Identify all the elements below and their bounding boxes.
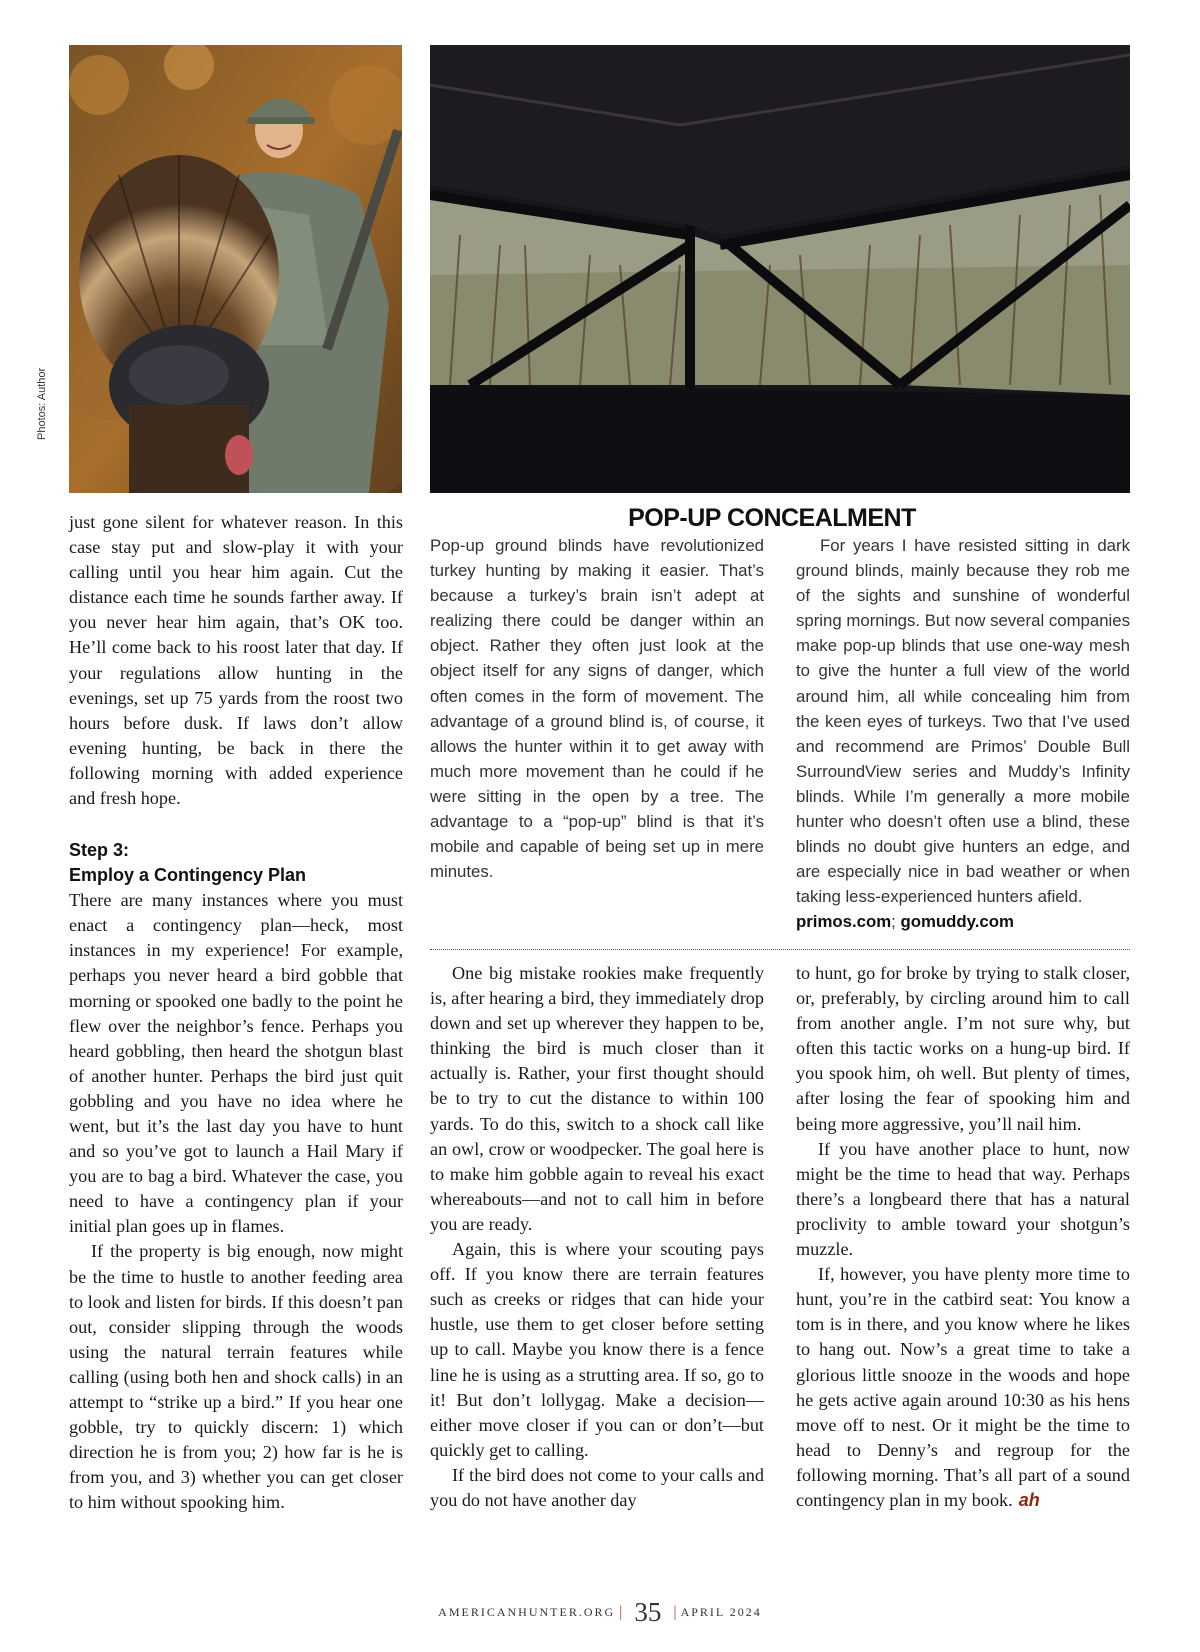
final-paragraph-text: If, however, you have plenty more time to hunt, you’re in the catbird seat: You know a tom is in there, and you know where he likes to hang out. Now’s a great time to take a glorious little snooze in the woods and hope he gets active again around 10:30 as his hens move off to nest. Or it might be the time to head to Denny’s and regroup for the following morning. That’s all part of a sound contingency plan in my book. <box>796 1264 1130 1510</box>
step-title: Employ a Contingency Plan <box>69 865 307 886</box>
page-footer <box>0 1597 1200 1628</box>
footer-separator: | <box>673 1603 677 1621</box>
ground-blind-illustration <box>430 45 1130 493</box>
article-column-1 <box>69 510 403 1515</box>
end-mark-logo: ah <box>1018 1489 1040 1510</box>
sidebar-column-1 <box>430 533 764 884</box>
sidebar-links <box>796 909 1130 934</box>
footer-separator: | <box>619 1603 623 1621</box>
article-paragraph: If the bird does not come to your calls and you do not have another day <box>430 1464 764 1510</box>
step-label: Step 3: <box>69 840 130 861</box>
article-paragraph: If the property is big enough, now might be the time to hustle to another feeding area to look and listen for birds. If this doesn’t pan out, consider slipping through the woods using the natural terrain features while calling (using both hen and shock calls) in an attempt to “strike up a bird.” If you hear one gobble, try to quickly discern: 1) which direction he is from you; 2) how far is he is from you, and 3) whether you can get closer to him without spooking him. <box>69 1241 403 1513</box>
article-column-2 <box>430 961 764 1513</box>
primos-link[interactable]: primos.com <box>796 912 892 932</box>
sidebar-paragraph: Pop-up ground blinds have revolutionized turkey hunting by making it easier. That’s because a turkey’s brain isn’t adept at realizing there could be danger within an object. Rather they often just look at the object itself for any signs of danger, which often comes in the form of movement. The advantage of a ground blind is, of course, it allows the hunter within it to get away with much more movement than he could if he were sitting in the open by a tree. The advantage to a “pop-up” blind is that it’s mobile and capable of being set up in mere minutes. <box>430 536 764 882</box>
article-paragraph: Again, this is where your scouting pays off. If you know there are terrain features such as creeks or ridges that can hide your hustle, use them to get closer before setting up to call. Maybe you know there is a fence line he is using as a strutting area. If so, go to it! But don’t lollygag. Make a decision—either move closer if you can or don’t—but quickly get to calling. <box>430 1239 764 1460</box>
article-paragraph: One big mistake rookies make frequently is, after hearing a bird, they immediately drop down and set up wherever they happen to be, thinking the bird is much closer than it actually is. Rather, your first thought should be to try to cut the distance to within 100 yards. To do this, switch to a shock call like an owl, crow or woodpecker. The goal here is to make him gobble again to reveal his exact whereabouts—and not to call him in before you are ready. <box>430 963 764 1234</box>
article-paragraph <box>796 1262 1130 1513</box>
sidebar-title: POP-UP CONCEALMENT <box>628 504 916 532</box>
link-separator: ; <box>891 912 901 932</box>
photo-credit: Photos: Author <box>36 367 48 440</box>
ground-blind-photo <box>430 45 1130 493</box>
sidebar-column-2 <box>796 533 1130 935</box>
hunter-turkey-photo <box>69 45 402 493</box>
gomuddy-link[interactable]: gomuddy.com <box>900 912 1014 932</box>
article-column-3 <box>796 961 1130 1513</box>
sidebar-divider <box>430 949 1130 950</box>
article-paragraph: There are many instances where you must enact a contingency plan—heck, most instances in my experience! For example, perhaps you never heard a bird gobble that morning or spooked one badly to the point he flew over the neighbor’s fence. Perhaps you heard gobbling, then heard the shotgun blast of another hunter. Perhaps the bird just quit gobbling and you have no idea where he went, but it’s the last day you have to hunt and so you’ve got to launch a Hail Mary if you are to bag a bird. Whatever the case, you need to have a contingency plan if your initial plan goes up in flames. <box>69 890 403 1237</box>
footer-date: APRIL 2024 <box>680 1605 762 1619</box>
article-paragraph: just gone silent for whatever reason. In this case stay put and slow-play it with your calling until you hear him again. Cut the distance each time he sounds farther away. If you never hear him again, that’s OK too. He’ll come back to his roost later that day. If your regulations allow hunting in the evenings, set up 75 yards from the roost two hours before dusk. If laws don’t allow evening hunting, be back in there the following morning with added experience and fresh hope. <box>69 512 403 809</box>
article-paragraph: If you have another place to hunt, now might be the time to head that way. Perhaps there’s a longbeard there that has a natural proclivity to amble toward your shotgun’s muzzle. <box>796 1138 1130 1260</box>
page-number: 35 <box>634 1597 662 1627</box>
article-paragraph: to hunt, go for broke by trying to stalk closer, or, preferably, by circling around him to call from another angle. I’m not sure why, but often this tactic works on a hung-up bird. If you spook him, oh well. But plenty of times, after losing the fear of spooking him and being more aggressive, you’ll nail him. <box>796 963 1130 1134</box>
sidebar-paragraph: For years I have resisted sitting in dark ground blinds, mainly because they rob me of the sights and sunshine of wonderful spring mornings. But now several companies make pop-up blinds that use one-way mesh to give the hunter a full view of the world around him, all while concealing him from the keen eyes of turkeys. Two that I’ve used and recommend are Primos’ Double Bull SurroundView series and Muddy’s Infinity blinds. While I’m generally a more mobile hunter who doesn’t often use a blind, these blinds no doubt give hunters an edge, and are especially nice in bad weather or when taking less-experienced hunters afield. <box>796 536 1130 907</box>
footer-site[interactable]: AMERICANHUNTER.ORG <box>438 1605 616 1619</box>
hunter-turkey-illustration <box>69 45 402 493</box>
